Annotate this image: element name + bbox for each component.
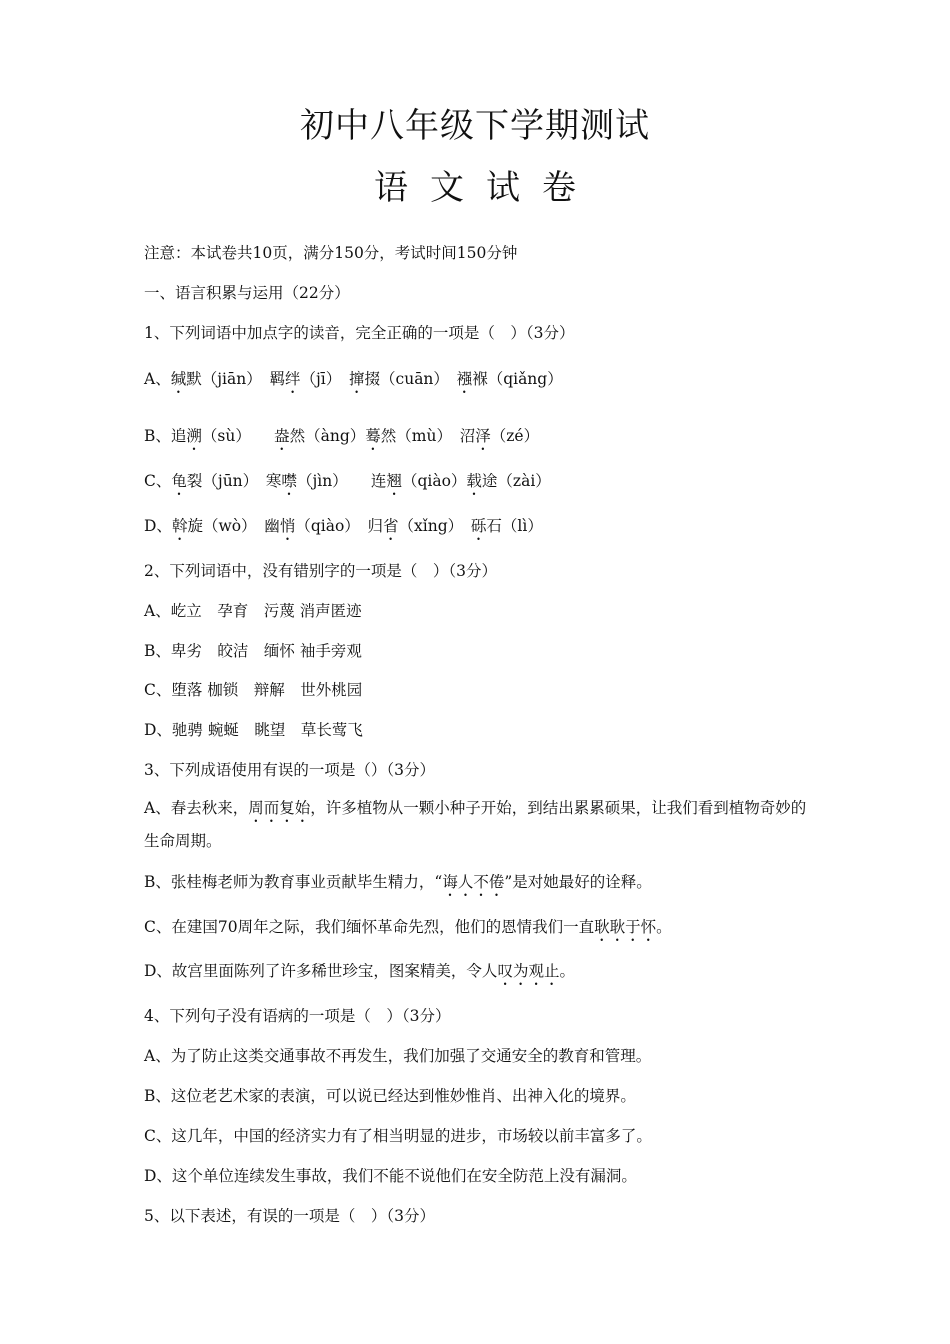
dotted-char: 绊 — [284, 370, 301, 388]
option-text: （jī） — [300, 370, 350, 388]
option-text: ，许多植物从一颗小种子开始，到结出累累硕果，让我们看到植物奇妙的生命周期。 — [144, 799, 807, 850]
question-4-option-d: D、这个单位连续发生事故，我们不能不说他们在安全防范上没有漏洞。 — [144, 1167, 637, 1185]
question-1-option-b — [144, 425, 539, 454]
option-text: A、春去秋来， — [144, 799, 249, 817]
question-2-stem: 2、下列词语中，没有错别字的一项是（ ）（3分） — [144, 562, 497, 580]
option-text: 途（zài） — [481, 472, 551, 490]
dotted-char: 撺 — [349, 370, 365, 388]
option-text: ”是对她最好的诠释。 — [504, 873, 652, 891]
dotted-char: 襁 — [456, 370, 473, 388]
question-4-option-c: C、这几年，中国的经济实力有了相当明显的进步，市场较以前丰富多了。 — [144, 1127, 652, 1145]
option-prefix: C、 — [144, 472, 172, 490]
question-5-stem: 5、以下表述，有误的一项是（ ）（3分） — [144, 1207, 435, 1225]
option-text: 然（àng） — [289, 427, 366, 445]
option-text: （qiào） — [401, 472, 467, 490]
dotted-idiom: 诲人不倦 — [442, 873, 505, 891]
dotted-char: 载 — [466, 472, 482, 490]
option-text: D、故宫里面陈列了许多稀世珍宝，图案精美，令人 — [144, 962, 498, 980]
question-4-option-b: B、这位老艺术家的表演，可以说已经达到惟妙惟肖、出神入化的境界。 — [144, 1087, 636, 1105]
option-text: 旋（wò） 幽 — [187, 517, 280, 535]
option-text: 裂（jūn） 寒 — [186, 472, 282, 490]
question-4-stem: 4、下列句子没有语病的一项是（ ）（3分） — [144, 1007, 451, 1025]
dotted-char: 噤 — [281, 472, 297, 490]
option-text: 石（lì） — [486, 517, 543, 535]
dotted-char: 蓦 — [365, 427, 381, 445]
question-3-option-b — [144, 871, 652, 900]
dotted-char: 悄 — [279, 517, 296, 535]
option-text: 。 — [656, 918, 672, 936]
dotted-idiom: 叹为观止 — [497, 962, 560, 980]
dotted-char: 砾 — [470, 517, 487, 535]
option-prefix: D、 — [144, 517, 172, 535]
question-1-stem: 1、下列词语中加点字的读音，完全正确的一项是（ ）（3分） — [144, 324, 575, 342]
dotted-char: 泽 — [475, 427, 491, 445]
question-3-option-a — [144, 793, 816, 856]
dotted-char: 龟 — [171, 472, 187, 490]
question-3-option-d — [144, 960, 575, 989]
dotted-char: 斡 — [171, 517, 188, 535]
option-text: C、在建国70周年之际，我们缅怀革命先烈，他们的恩情我们一直 — [144, 918, 595, 936]
exam-title: 初中八年级下学期测试 — [300, 106, 650, 146]
option-text: （zé） — [490, 427, 540, 445]
dotted-idiom: 周而复始 — [248, 799, 311, 817]
option-text: （sù） — [201, 427, 275, 445]
question-1-option-c — [144, 470, 551, 499]
question-1-option-a — [144, 368, 563, 397]
dotted-char: 缄 — [170, 370, 187, 388]
option-text: 羁 — [269, 370, 285, 388]
question-1-option-d — [144, 515, 543, 544]
option-text: 。 — [559, 962, 575, 980]
question-2-option-c: C、堕落 枷锁 辩解 世外桃园 — [144, 681, 363, 699]
option-text: 掇（cuān） — [364, 370, 457, 388]
question-2-option-b: B、卑劣 皎洁 缅怀 袖手旁观 — [144, 642, 362, 660]
section-heading: 一、语言积累与运用（22分） — [144, 284, 350, 302]
question-2-option-a: A、屹立 孕育 污蔑 消声匿迹 — [144, 602, 362, 620]
option-text: （xǐng） — [398, 517, 471, 535]
option-text: 默（jiān） — [186, 370, 270, 388]
option-text: 追 — [170, 427, 187, 445]
dotted-char: 溯 — [186, 427, 202, 445]
dotted-char: 盎 — [274, 427, 290, 445]
exam-subtitle: 语文试卷 — [374, 168, 598, 208]
question-3-option-c — [144, 916, 672, 945]
exam-notice: 注意：本试卷共10页，满分150分，考试时间150分钟 — [144, 244, 518, 262]
option-text: 沼 — [459, 427, 476, 445]
option-text: （jìn） 连 — [296, 472, 387, 490]
option-prefix: B、 — [144, 427, 171, 445]
dotted-idiom: 耿耿于怀 — [594, 918, 657, 936]
option-text: 然（mù） — [380, 427, 460, 445]
dotted-char: 省 — [383, 517, 399, 535]
dotted-char: 翘 — [386, 472, 402, 490]
option-text: B、张桂梅老师为教育事业贡献毕生精力，“ — [144, 873, 443, 891]
question-4-option-a: A、为了防止这类交通事故不再发生，我们加强了交通安全的教育和管理。 — [144, 1047, 652, 1065]
option-text: 褓（qiǎng） — [472, 370, 563, 388]
question-3-stem: 3、下列成语使用有误的一项是（）（3分） — [144, 761, 435, 779]
question-2-option-d: D、驰骋 蜿蜒 眺望 草长莺飞 — [144, 721, 363, 739]
option-prefix: A、 — [144, 370, 171, 388]
option-text: （qiào） 归 — [295, 517, 384, 535]
